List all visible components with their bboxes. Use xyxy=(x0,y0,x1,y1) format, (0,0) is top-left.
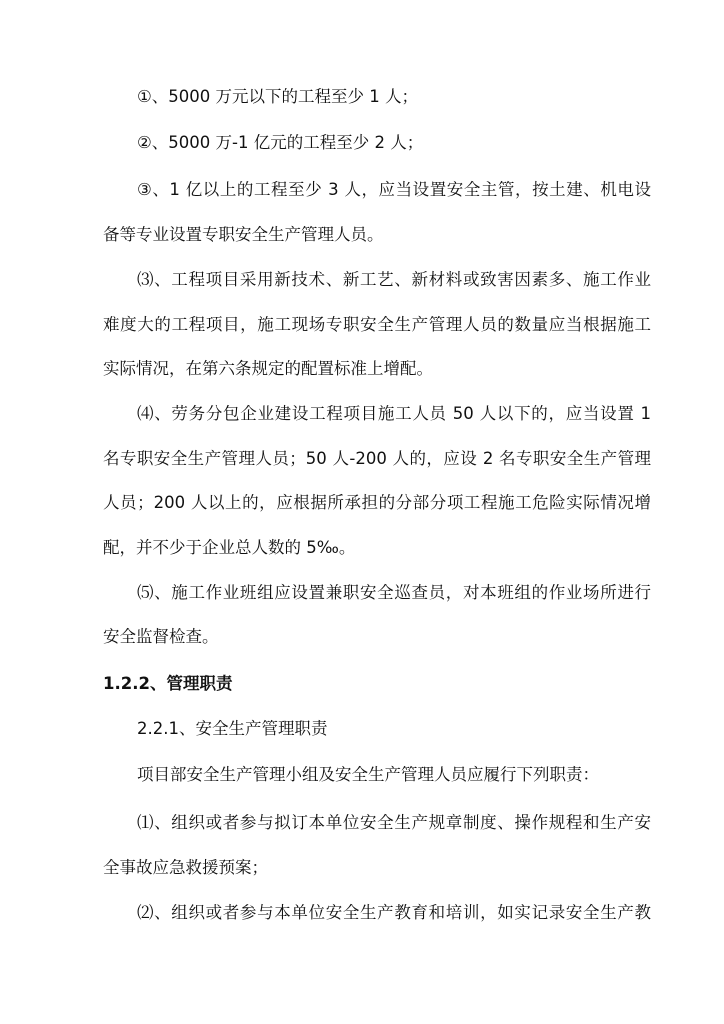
para-3-line-2: 难度大的工程项目，施工现场专职安全生产管理人员的数量应当根据施工 xyxy=(103,315,651,334)
duty-1-line-2: 全事故应急救援预案； xyxy=(103,858,268,877)
intro-line: 项目部安全生产管理小组及安全生产管理人员应履行下列职责： xyxy=(137,765,599,784)
duty-2-line-1: ⑵、组织或者参与本单位安全生产教育和培训，如实记录安全生产教 xyxy=(137,903,651,922)
item-3-line-2: 备等专业设置专职安全生产管理人员。 xyxy=(103,225,384,244)
para-5-line-1: ⑸、施工作业班组应设置兼职安全巡查员，对本班组的作业场所进行 xyxy=(137,583,651,602)
subsection-heading: 2.2.1、安全生产管理职责 xyxy=(137,719,328,738)
para-3-line-1: ⑶、工程项目采用新技术、新工艺、新材料或致害因素多、施工作业 xyxy=(137,270,651,289)
para-4-line-3: 人员；200 人以上的，应根据所承担的分部分项工程施工危险实际情况增 xyxy=(103,493,651,512)
item-3-line-1: ③、1 亿以上的工程至少 3 人，应当设置安全主管，按土建、机电设 xyxy=(137,180,651,199)
item-1-line: ①、5000 万元以下的工程至少 1 人； xyxy=(137,87,419,106)
duty-1-line-1: ⑴、组织或者参与拟订本单位安全生产规章制度、操作规程和生产安 xyxy=(137,813,651,832)
item-2-line: ②、5000 万-1 亿元的工程至少 2 人； xyxy=(137,133,424,152)
para-4-line-1: ⑷、劳务分包企业建设工程项目施工人员 50 人以下的，应当设置 1 xyxy=(137,404,651,423)
section-heading: 1.2.2、管理职责 xyxy=(103,674,233,693)
para-4-line-4: 配，并不少于企业总人数的 5‰。 xyxy=(103,538,356,557)
para-5-line-2: 安全监督检查。 xyxy=(103,627,219,646)
para-4-line-2: 名专职安全生产管理人员；50 人-200 人的，应设 2 名专职安全生产管理 xyxy=(103,449,651,468)
para-3-line-3: 实际情况，在第六条规定的配置标准上增配。 xyxy=(103,359,433,378)
